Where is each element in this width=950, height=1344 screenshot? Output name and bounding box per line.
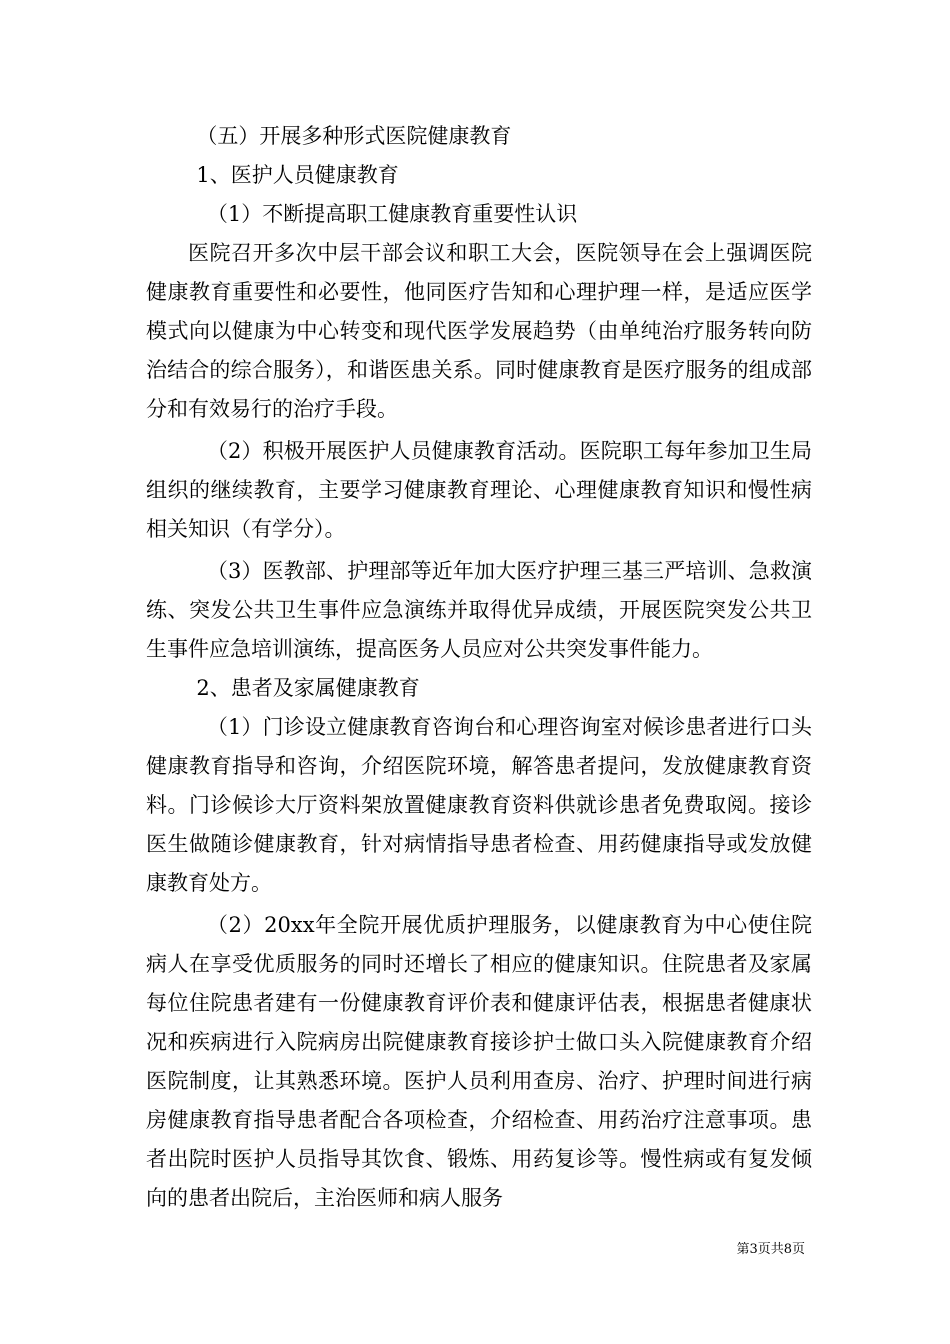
subsection-heading-staff: 1、医护人员健康教育 bbox=[196, 163, 399, 187]
item-heading-awareness: （1）不断提高职工健康教育重要性认识 bbox=[206, 202, 578, 226]
paragraph-inpatient: （2）20xx年全院开展优质护理服务，以健康教育为中心使住院病人在享受优质服务的同时还增长了相应的健康知识。住院患者及家属每位住院患者建有一份健康教育评价表和健康评估表，根据患者健康状况和疾病进行入院病房出院健康教育接诊护士做口头入院健康教育介绍医院制度，让其熟悉环境。医护人员利用查房、治疗、护理时间进行病房健康教育指导患者配合各项检查，介绍检查、用药治疗注意事项。患者出院时医护人员指导其饮食、锻炼、用药复诊等。慢性病或有复发倾向的患者出院后，主治医师和病人服务 bbox=[146, 913, 812, 1210]
document-body bbox=[146, 117, 812, 1218]
section-heading: （五）开展多种形式医院健康教育 bbox=[196, 124, 512, 148]
paragraph-outpatient: （1）门诊设立健康教育咨询台和心理咨询室对候诊患者进行口头健康教育指导和咨询，介绍医院环境，解答患者提问，发放健康教育资料。门诊候诊大厅资料架放置健康教育资料供就诊患者免费取阅。接诊医生做随诊健康教育，针对病情指导患者检查、用药健康指导或发放健康教育处方。 bbox=[146, 715, 812, 895]
page-number: 第3页共8页 bbox=[736, 1242, 805, 1257]
paragraph-meetings: 医院召开多次中层干部会议和职工大会，医院领导在会上强调医院健康教育重要性和必要性，他同医疗告知和心理护理一样，是适应医学模式向以健康为中心转变和现代医学发展趋势（由单纯治疗服务转向防治结合的综合服务），和谐医患关系。同时健康教育是医疗服务的组成部分和有效易行的治疗手段。 bbox=[146, 241, 812, 421]
paragraph-staff-activities: （2）积极开展医护人员健康教育活动。医院职工每年参加卫生局组织的继续教育，主要学习健康教育理论、心理健康教育知识和慢性病相关知识（有学分）。 bbox=[146, 439, 812, 541]
paragraph-training-drills: （3）医教部、护理部等近年加大医疗护理三基三严培训、急救演练、突发公共卫生事件应急演练并取得优异成绩，开展医院突发公共卫生事件应急培训演练，提高医务人员应对公共突发事件能力。 bbox=[146, 559, 812, 661]
subsection-heading-patients: 2、患者及家属健康教育 bbox=[196, 676, 420, 700]
